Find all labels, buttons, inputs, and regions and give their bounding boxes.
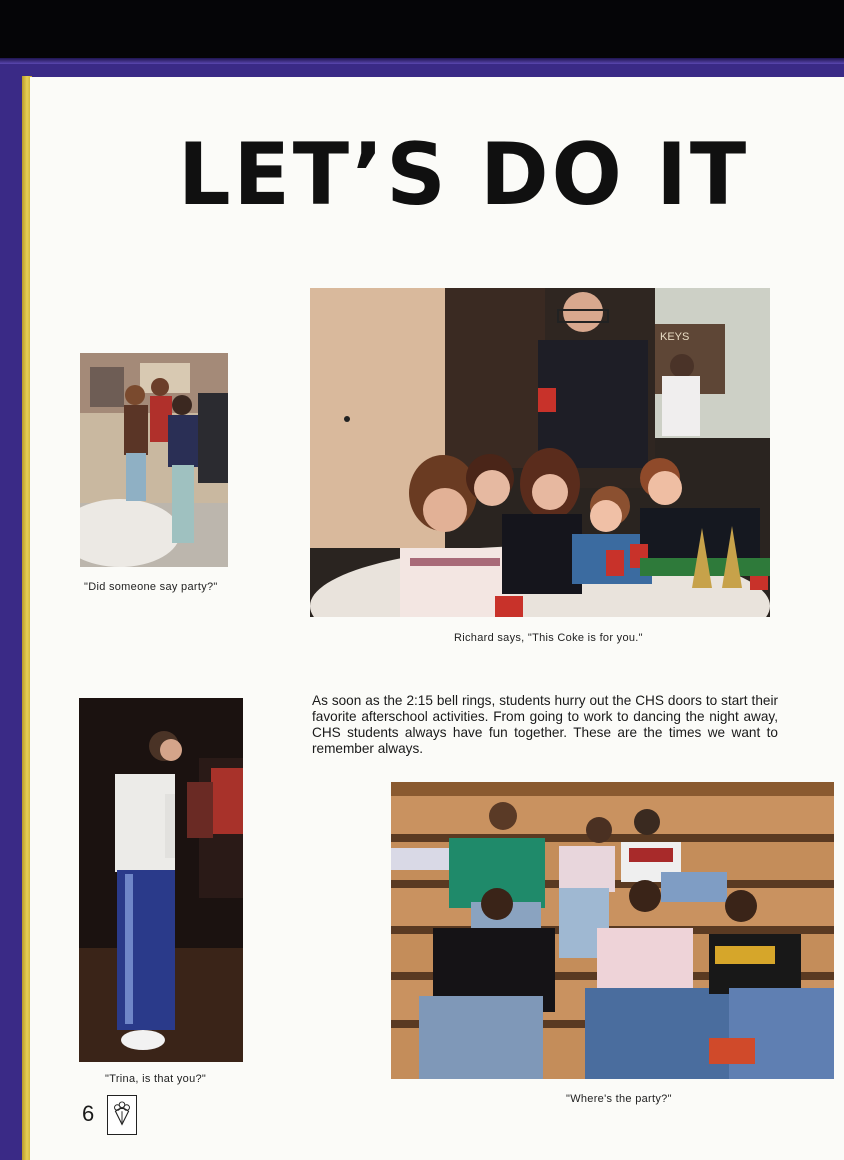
photo-caption: "Trina, is that you?" xyxy=(105,1073,207,1085)
photo-caption: "Where's the party?" xyxy=(566,1093,672,1105)
photo-caption: Richard says, "This Coke is for you." xyxy=(454,632,643,644)
scan-background xyxy=(0,0,844,60)
page-number: 6 xyxy=(82,1101,95,1126)
article-paragraph: As soon as the 2:15 bell rings, students hurry out the CHS doors to start their favorite afterschool activities. From going to work to dancing the night away, CHS students always have fun together. These are the times we want to remember always. xyxy=(312,693,778,756)
photo-girls-outside xyxy=(80,353,228,567)
cover-edge xyxy=(0,58,844,64)
school-crest-icon xyxy=(107,1095,137,1135)
trophy-sign-text: KEYS xyxy=(660,331,690,343)
photo-caption: "Did someone say party?" xyxy=(84,581,218,593)
photo-richard-coke xyxy=(310,288,770,617)
photo-boys-bleachers xyxy=(391,782,834,1079)
page-title: LET’S DO IT xyxy=(178,125,750,225)
photo-trina-dancing xyxy=(79,698,243,1062)
